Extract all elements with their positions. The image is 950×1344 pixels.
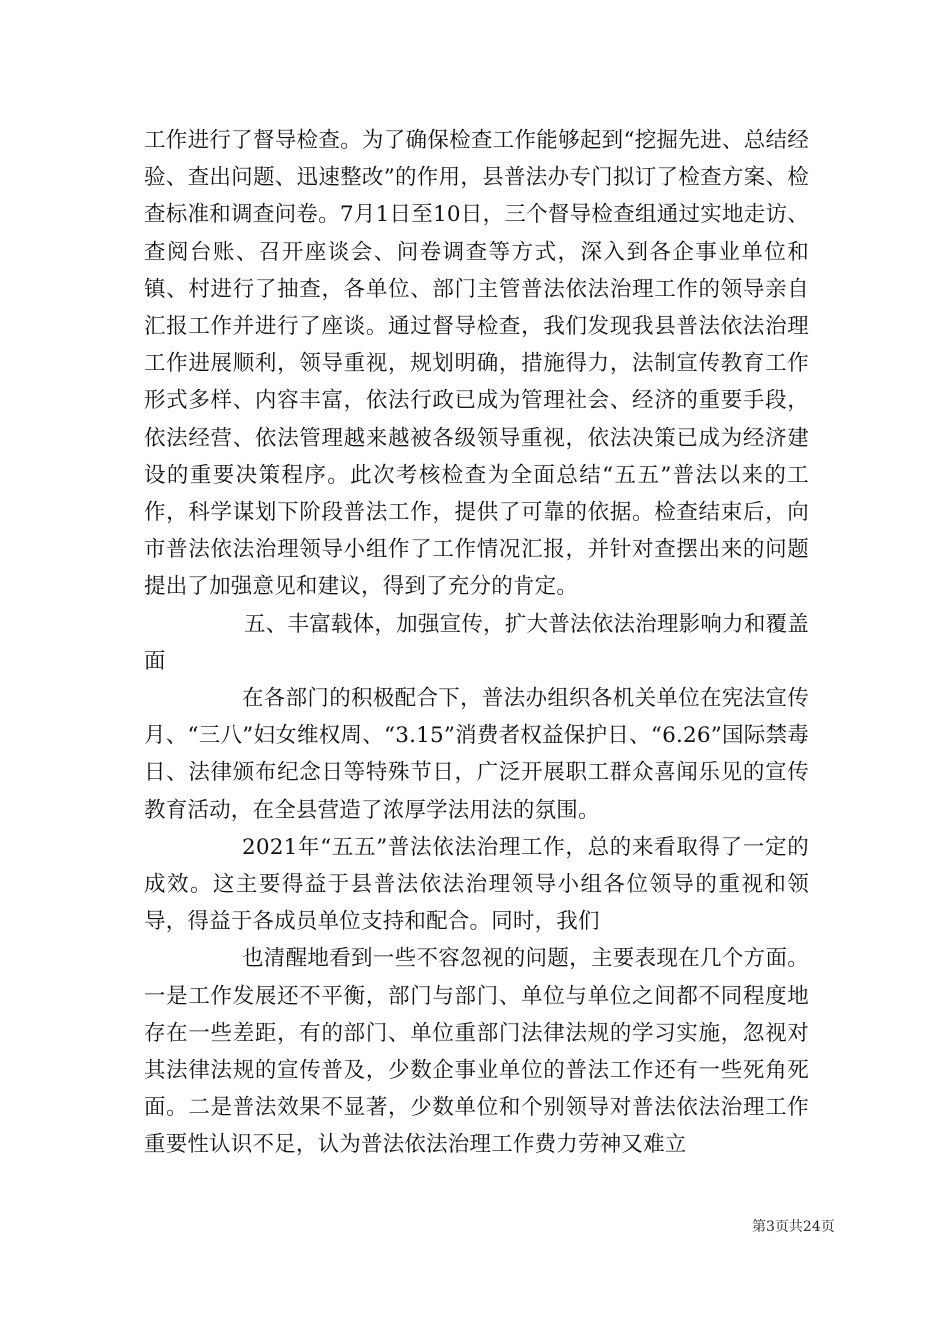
body-text xyxy=(144,122,809,1164)
paragraph-publicity-activities: 在各部门的积极配合下，普法办组织各机关单位在宪法宣传月、“三八”妇女维权周、“3.15”消费者权益保护日、“6.26”国际禁毒日、法律颁布纪念日等特殊节日，广泛开展职工群众喜闻乐见的宣传教育活动，在全县营造了浓厚学法用法的氛围。 xyxy=(144,686,809,823)
page-number-footer: 第3页共24页 xyxy=(752,1219,835,1235)
section-heading-five: 五、丰富载体，加强宣传，扩大普法依法治理影响力和覆盖面 xyxy=(144,611,809,674)
paragraph-inspection-continued: 工作进行了督导检查。为了确保检查工作能够起到“挖掘先进、总结经验、查出问题、迅速整改”的作用，县普法办专门拟订了检查方案、检查标准和调查问卷。7月1日至10日，三个督导检查组通过实地走访、查阅台账、召开座谈会、问卷调查等方式，深入到各企事业单位和镇、村进行了抽查，各单位、部门主管普法依法治理工作的领导亲自汇报工作并进行了座谈。通过督导检查，我们发现我县普法依法治理工作进展顺利，领导重视，规划明确，措施得力，法制宣传教育工作形式多样、内容丰富，依法行政已成为管理社会、经济的重要手段，依法经营、依法管理越来越被各级领导重视，依法决策已成为经济建设的重要决策程序。此次考核检查为全面总结“五五”普法以来的工作，科学谋划下阶段普法工作，提供了可靠的依据。检查结束后，向市普法依法治理领导小组作了工作情况汇报，并针对查摆出来的问题提出了加强意见和建议，得到了充分的肯定。 xyxy=(144,128,809,600)
paragraph-problems: 也清醒地看到一些不容忽视的问题，主要表现在几个方面。一是工作发展还不平衡，部门与部门、单位与单位之间都不同程度地存在一些差距，有的部门、单位重部门法律法规的学习实施，忽视对其法律法规的宣传普及，少数企事业单位的普法工作还有一些死角死面。二是普法效果不显著，少数单位和个别领导对普法依法治理工作重要性认识不足，认为普法依法治理工作费力劳神又难立 xyxy=(144,946,809,1158)
paragraph-achievements-summary: 2021年“五五”普法依法治理工作，总的来看取得了一定的成效。这主要得益于县普法依法治理领导小组各位领导的重视和领导，得益于各成员单位支持和配合。同时，我们 xyxy=(144,834,809,935)
